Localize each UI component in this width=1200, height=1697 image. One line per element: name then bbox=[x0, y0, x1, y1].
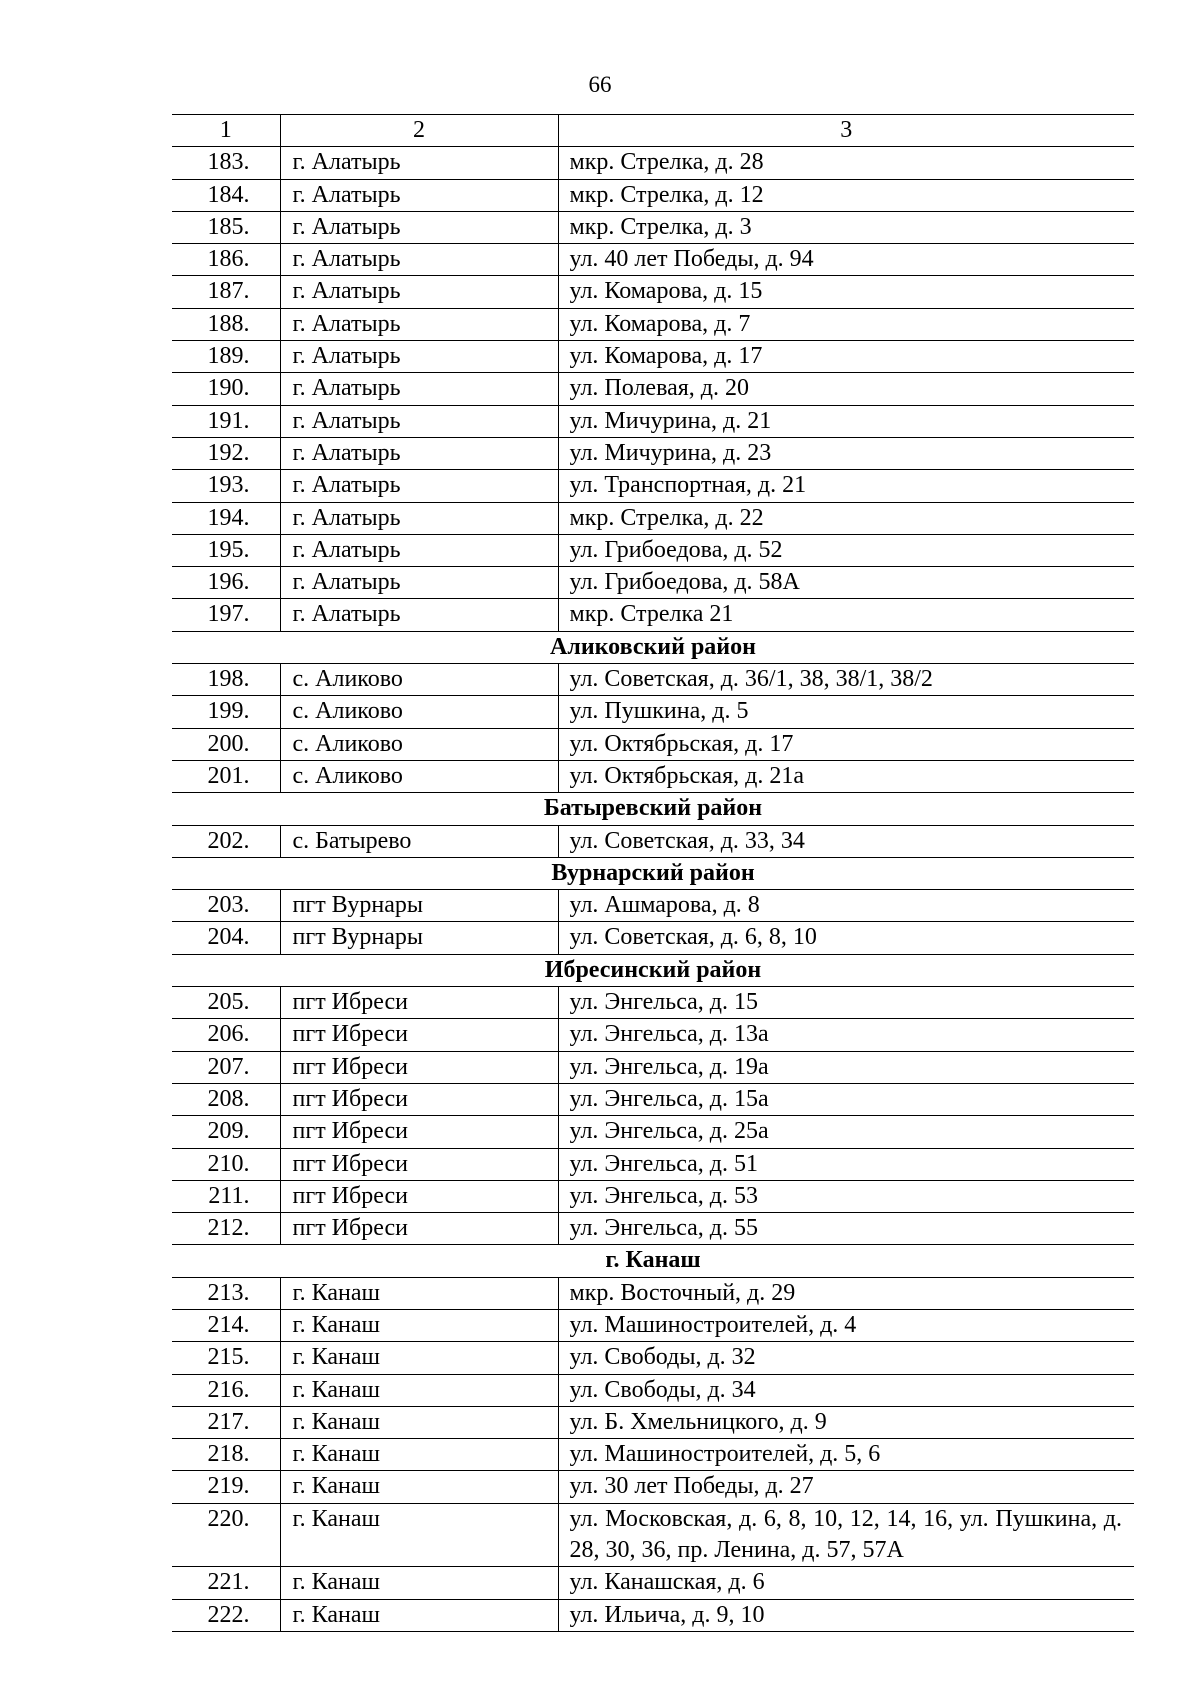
row-number: 199. bbox=[172, 696, 280, 728]
address-cell: ул. Грибоедова, д. 52 bbox=[558, 534, 1134, 566]
address-cell: ул. Свободы, д. 32 bbox=[558, 1342, 1134, 1374]
address-cell: ул. Б. Хмельницкого, д. 9 bbox=[558, 1406, 1134, 1438]
row-number: 191. bbox=[172, 405, 280, 437]
settlement-cell: г. Алатырь bbox=[280, 567, 558, 599]
row-number: 209. bbox=[172, 1116, 280, 1148]
row-number: 196. bbox=[172, 567, 280, 599]
address-cell: ул. Канашская, д. 6 bbox=[558, 1567, 1134, 1599]
address-cell: ул. 30 лет Победы, д. 27 bbox=[558, 1471, 1134, 1503]
row-number: 197. bbox=[172, 599, 280, 631]
row-number: 216. bbox=[172, 1374, 280, 1406]
settlement-cell: пгт Ибреси bbox=[280, 1083, 558, 1115]
table-row bbox=[172, 567, 1134, 599]
address-cell: ул. Октябрьская, д. 17 bbox=[558, 728, 1134, 760]
column-header-row bbox=[172, 115, 1134, 147]
table-row bbox=[172, 276, 1134, 308]
table-row bbox=[172, 211, 1134, 243]
table-row bbox=[172, 1019, 1134, 1051]
table-row bbox=[172, 760, 1134, 792]
address-cell: ул. Комарова, д. 17 bbox=[558, 341, 1134, 373]
table-row bbox=[172, 696, 1134, 728]
settlement-cell: г. Алатырь bbox=[280, 470, 558, 502]
table-row bbox=[172, 502, 1134, 534]
settlement-cell: пгт Ибреси bbox=[280, 1019, 558, 1051]
section-heading: Ибресинский район bbox=[172, 954, 1134, 986]
column-header-2: 2 bbox=[280, 115, 558, 147]
address-cell: ул. Свободы, д. 34 bbox=[558, 1374, 1134, 1406]
section-heading-row bbox=[172, 1245, 1134, 1277]
address-table bbox=[172, 114, 1134, 1632]
address-cell: ул. Энгельса, д. 13а bbox=[558, 1019, 1134, 1051]
address-cell: ул. Мичурина, д. 21 bbox=[558, 405, 1134, 437]
row-number: 194. bbox=[172, 502, 280, 534]
address-cell: ул. Комарова, д. 15 bbox=[558, 276, 1134, 308]
section-heading: Аликовский район bbox=[172, 631, 1134, 663]
table-row bbox=[172, 1374, 1134, 1406]
settlement-cell: г. Канаш bbox=[280, 1374, 558, 1406]
address-cell: мкр. Стрелка 21 bbox=[558, 599, 1134, 631]
address-cell: мкр. Стрелка, д. 12 bbox=[558, 179, 1134, 211]
section-heading-row bbox=[172, 631, 1134, 663]
settlement-cell: г. Алатырь bbox=[280, 179, 558, 211]
section-heading: г. Канаш bbox=[172, 1245, 1134, 1277]
address-cell: мкр. Стрелка, д. 28 bbox=[558, 147, 1134, 179]
settlement-cell: г. Алатырь bbox=[280, 599, 558, 631]
row-number: 186. bbox=[172, 244, 280, 276]
settlement-cell: с. Аликово bbox=[280, 696, 558, 728]
settlement-cell: г. Алатырь bbox=[280, 211, 558, 243]
row-number: 202. bbox=[172, 825, 280, 857]
table-row bbox=[172, 1277, 1134, 1309]
settlement-cell: г. Алатырь bbox=[280, 534, 558, 566]
table-row bbox=[172, 1083, 1134, 1115]
table-row bbox=[172, 147, 1134, 179]
settlement-cell: г. Алатырь bbox=[280, 308, 558, 340]
address-cell: ул. Энгельса, д. 15а bbox=[558, 1083, 1134, 1115]
table-row bbox=[172, 244, 1134, 276]
section-heading: Вурнарский район bbox=[172, 857, 1134, 889]
row-number: 188. bbox=[172, 308, 280, 340]
section-heading-row bbox=[172, 857, 1134, 889]
settlement-cell: с. Аликово bbox=[280, 664, 558, 696]
row-number: 215. bbox=[172, 1342, 280, 1374]
row-number: 192. bbox=[172, 437, 280, 469]
table-row bbox=[172, 534, 1134, 566]
row-number: 217. bbox=[172, 1406, 280, 1438]
row-number: 204. bbox=[172, 922, 280, 954]
section-heading-row bbox=[172, 793, 1134, 825]
address-cell: ул. Октябрьская, д. 21а bbox=[558, 760, 1134, 792]
row-number: 214. bbox=[172, 1309, 280, 1341]
settlement-cell: пгт Ибреси bbox=[280, 1116, 558, 1148]
row-number: 203. bbox=[172, 890, 280, 922]
row-number: 189. bbox=[172, 341, 280, 373]
settlement-cell: с. Аликово bbox=[280, 760, 558, 792]
address-cell: ул. Советская, д. 36/1, 38, 38/1, 38/2 bbox=[558, 664, 1134, 696]
row-number: 201. bbox=[172, 760, 280, 792]
table-row bbox=[172, 1180, 1134, 1212]
settlement-cell: пгт Вурнары bbox=[280, 922, 558, 954]
address-cell: ул. Полевая, д. 20 bbox=[558, 373, 1134, 405]
settlement-cell: г. Канаш bbox=[280, 1309, 558, 1341]
settlement-cell: г. Алатырь bbox=[280, 244, 558, 276]
row-number: 206. bbox=[172, 1019, 280, 1051]
row-number: 211. bbox=[172, 1180, 280, 1212]
address-cell: ул. Энгельса, д. 15 bbox=[558, 987, 1134, 1019]
settlement-cell: г. Канаш bbox=[280, 1342, 558, 1374]
table-row bbox=[172, 1567, 1134, 1599]
table-row bbox=[172, 599, 1134, 631]
table-row bbox=[172, 1213, 1134, 1245]
column-header-1: 1 bbox=[172, 115, 280, 147]
settlement-cell: г. Канаш bbox=[280, 1599, 558, 1631]
table-row bbox=[172, 437, 1134, 469]
settlement-cell: г. Канаш bbox=[280, 1439, 558, 1471]
settlement-cell: г. Алатырь bbox=[280, 276, 558, 308]
row-number: 220. bbox=[172, 1503, 280, 1567]
row-number: 213. bbox=[172, 1277, 280, 1309]
table-row bbox=[172, 664, 1134, 696]
settlement-cell: г. Алатырь bbox=[280, 437, 558, 469]
address-cell: ул. Энгельса, д. 53 bbox=[558, 1180, 1134, 1212]
settlement-cell: пгт Ибреси bbox=[280, 987, 558, 1019]
settlement-cell: пгт Ибреси bbox=[280, 1148, 558, 1180]
address-cell: ул. Машиностроителей, д. 5, 6 bbox=[558, 1439, 1134, 1471]
section-heading: Батыревский район bbox=[172, 793, 1134, 825]
settlement-cell: г. Канаш bbox=[280, 1567, 558, 1599]
address-cell: ул. Машиностроителей, д. 4 bbox=[558, 1309, 1134, 1341]
address-cell: ул. Советская, д. 6, 8, 10 bbox=[558, 922, 1134, 954]
address-cell: ул. Ильича, д. 9, 10 bbox=[558, 1599, 1134, 1631]
table-row bbox=[172, 1599, 1134, 1631]
settlement-cell: г. Алатырь bbox=[280, 373, 558, 405]
address-cell: ул. Советская, д. 33, 34 bbox=[558, 825, 1134, 857]
table-row bbox=[172, 825, 1134, 857]
settlement-cell: г. Алатырь bbox=[280, 405, 558, 437]
row-number: 208. bbox=[172, 1083, 280, 1115]
row-number: 207. bbox=[172, 1051, 280, 1083]
table-row bbox=[172, 470, 1134, 502]
settlement-cell: пгт Вурнары bbox=[280, 890, 558, 922]
address-cell: ул. Энгельса, д. 51 bbox=[558, 1148, 1134, 1180]
address-table-body bbox=[172, 115, 1134, 1632]
table-row bbox=[172, 1148, 1134, 1180]
address-cell: ул. Пушкина, д. 5 bbox=[558, 696, 1134, 728]
address-cell: ул. Комарова, д. 7 bbox=[558, 308, 1134, 340]
settlement-cell: г. Канаш bbox=[280, 1503, 558, 1567]
row-number: 184. bbox=[172, 179, 280, 211]
row-number: 200. bbox=[172, 728, 280, 760]
table-row bbox=[172, 1342, 1134, 1374]
row-number: 187. bbox=[172, 276, 280, 308]
table-row bbox=[172, 987, 1134, 1019]
address-cell: ул. Грибоедова, д. 58А bbox=[558, 567, 1134, 599]
table-row bbox=[172, 1406, 1134, 1438]
table-row bbox=[172, 405, 1134, 437]
address-cell: мкр. Стрелка, д. 22 bbox=[558, 502, 1134, 534]
column-header-3: 3 bbox=[558, 115, 1134, 147]
row-number: 193. bbox=[172, 470, 280, 502]
table-row bbox=[172, 1309, 1134, 1341]
table-row bbox=[172, 922, 1134, 954]
settlement-cell: г. Алатырь bbox=[280, 341, 558, 373]
table-row bbox=[172, 1439, 1134, 1471]
table-row bbox=[172, 179, 1134, 211]
address-cell: ул. Энгельса, д. 25а bbox=[558, 1116, 1134, 1148]
settlement-cell: г. Алатырь bbox=[280, 147, 558, 179]
settlement-cell: г. Канаш bbox=[280, 1406, 558, 1438]
table-row bbox=[172, 1471, 1134, 1503]
address-cell: ул. Энгельса, д. 55 bbox=[558, 1213, 1134, 1245]
table-row bbox=[172, 341, 1134, 373]
settlement-cell: пгт Ибреси bbox=[280, 1051, 558, 1083]
row-number: 221. bbox=[172, 1567, 280, 1599]
table-row bbox=[172, 1503, 1134, 1567]
row-number: 210. bbox=[172, 1148, 280, 1180]
row-number: 205. bbox=[172, 987, 280, 1019]
settlement-cell: г. Алатырь bbox=[280, 502, 558, 534]
settlement-cell: с. Батырево bbox=[280, 825, 558, 857]
address-cell: мкр. Восточный, д. 29 bbox=[558, 1277, 1134, 1309]
settlement-cell: г. Канаш bbox=[280, 1277, 558, 1309]
table-row bbox=[172, 1051, 1134, 1083]
page-number: 66 bbox=[588, 72, 612, 97]
section-heading-row bbox=[172, 954, 1134, 986]
row-number: 190. bbox=[172, 373, 280, 405]
row-number: 219. bbox=[172, 1471, 280, 1503]
table-row bbox=[172, 1116, 1134, 1148]
settlement-cell: г. Канаш bbox=[280, 1471, 558, 1503]
settlement-cell: с. Аликово bbox=[280, 728, 558, 760]
address-cell: мкр. Стрелка, д. 3 bbox=[558, 211, 1134, 243]
row-number: 185. bbox=[172, 211, 280, 243]
row-number: 183. bbox=[172, 147, 280, 179]
address-cell: ул. Мичурина, д. 23 bbox=[558, 437, 1134, 469]
table-row bbox=[172, 728, 1134, 760]
address-cell: ул. Ашмарова, д. 8 bbox=[558, 890, 1134, 922]
row-number: 212. bbox=[172, 1213, 280, 1245]
address-cell: ул. Энгельса, д. 19а bbox=[558, 1051, 1134, 1083]
row-number: 222. bbox=[172, 1599, 280, 1631]
address-cell: ул. Транспортная, д. 21 bbox=[558, 470, 1134, 502]
settlement-cell: пгт Ибреси bbox=[280, 1180, 558, 1212]
table-row bbox=[172, 890, 1134, 922]
settlement-cell: пгт Ибреси bbox=[280, 1213, 558, 1245]
row-number: 218. bbox=[172, 1439, 280, 1471]
table-row bbox=[172, 373, 1134, 405]
row-number: 198. bbox=[172, 664, 280, 696]
table-row bbox=[172, 308, 1134, 340]
address-cell: ул. 40 лет Победы, д. 94 bbox=[558, 244, 1134, 276]
row-number: 195. bbox=[172, 534, 280, 566]
address-cell: ул. Московская, д. 6, 8, 10, 12, 14, 16, ул. Пушкина, д. 28, 30, 36, пр. Ленина, д. 57, 57А bbox=[558, 1503, 1134, 1567]
